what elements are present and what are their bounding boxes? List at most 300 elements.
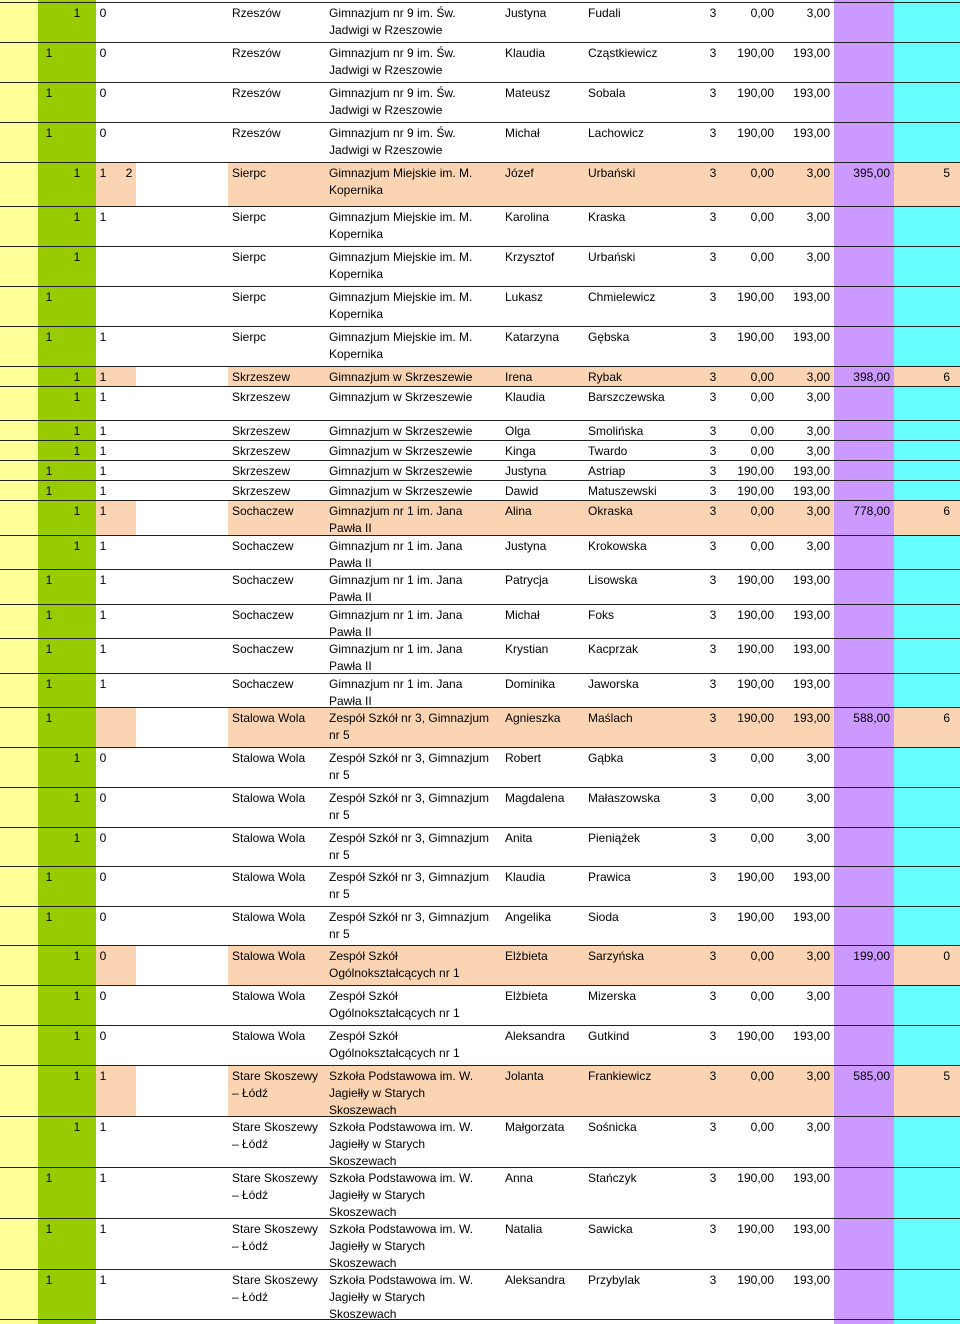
cell-city: Sochaczew — [232, 504, 294, 518]
cell-last-name: Mizerska — [588, 989, 637, 1003]
cell-points-2: 3,00 — [806, 1120, 830, 1134]
cell-first-name: Krzysztof — [505, 250, 555, 264]
cell-first-name: Irena — [505, 370, 533, 384]
cell-points-1: 0,00 — [750, 6, 774, 20]
cell-class: 3 — [709, 1120, 717, 1134]
cell-city: Skrzeszew — [232, 390, 291, 404]
table-row — [0, 945, 960, 985]
cell-school: Zespół Szkół Ogólnokształcących nr 1 — [329, 1029, 460, 1060]
cell-school: Zespół Szkół nr 3, Gimnazjum nr 5 — [329, 791, 490, 822]
table-row — [0, 638, 960, 673]
table-row — [0, 1269, 960, 1320]
cell-school: Gimnazjum nr 1 im. Jana Pawła II — [329, 608, 463, 639]
cell-city: Stalowa Wola — [232, 791, 306, 805]
cell-flag-c: 0 — [99, 751, 107, 765]
cell-last-name: Krokowska — [588, 539, 647, 553]
table-row — [0, 122, 960, 162]
cell-flag-b: 1 — [73, 989, 81, 1003]
cell-city: Stalowa Wola — [232, 870, 306, 884]
cell-last-name: Pieniążek — [588, 831, 641, 845]
cell-flag-c: 1 — [99, 1120, 107, 1134]
cell-school: Gimnazjum nr 9 im. Św. Jadwigi w Rzeszowie — [329, 86, 456, 117]
cell-school: Zespół Szkół nr 3, Gimnazjum nr 5 — [329, 831, 490, 862]
table-row — [0, 866, 960, 906]
cell-school: Gimnazjum w Skrzeszewie — [329, 424, 473, 438]
cell-points-1: 190,00 — [737, 1222, 774, 1236]
cell-city: Stalowa Wola — [232, 949, 306, 963]
cell-class: 3 — [709, 166, 717, 180]
cell-flag-b: 1 — [73, 1029, 81, 1043]
cell-school: Szkoła Podstawowa im. W. Jagiełły w Starych Skoszewach — [329, 1222, 474, 1270]
cell-points-1: 0,00 — [750, 424, 774, 438]
cell-team-total: 199,00 — [853, 949, 890, 963]
cell-city: Sierpc — [232, 210, 267, 224]
cell-flag-b: 1 — [73, 6, 81, 20]
cell-points-2: 3,00 — [806, 210, 830, 224]
cell-last-name: Sobala — [588, 86, 626, 100]
cell-school: Zespół Szkół nr 3, Gimnazjum nr 5 — [329, 870, 490, 901]
cell-first-name: Katarzyna — [505, 330, 560, 344]
cell-points-2: 3,00 — [806, 390, 830, 404]
cell-city: Sochaczew — [232, 573, 294, 587]
cell-class: 3 — [709, 989, 717, 1003]
cell-flag-c: 1 — [99, 677, 107, 691]
cell-flag-b: 1 — [73, 949, 81, 963]
cell-city: Stalowa Wola — [232, 989, 306, 1003]
cell-flag-b: 1 — [73, 390, 81, 404]
cell-city: Sierpc — [232, 250, 267, 264]
cell-first-name: Michał — [505, 608, 540, 622]
cell-city: Sochaczew — [232, 677, 294, 691]
cell-team-total: 398,00 — [853, 370, 890, 384]
cell-flag-a: 1 — [45, 910, 53, 924]
table-row — [0, 206, 960, 246]
cell-points-2: 3,00 — [806, 791, 830, 805]
cell-flag-c: 1 — [99, 608, 107, 622]
cell-points-1: 0,00 — [750, 370, 774, 384]
cell-city: Stalowa Wola — [232, 831, 306, 845]
cell-first-name: Patrycja — [505, 573, 549, 587]
cell-flag-a: 1 — [45, 46, 53, 60]
cell-flag-a: 1 — [45, 573, 53, 587]
cell-last-name: Kacprzak — [588, 642, 639, 656]
cell-first-name: Mateusz — [505, 86, 551, 100]
cell-points-1: 190,00 — [737, 1171, 774, 1185]
cell-flag-a: 1 — [45, 1273, 53, 1287]
cell-flag-a: 1 — [45, 1171, 53, 1185]
cell-class: 3 — [709, 210, 717, 224]
cell-first-name: Natalia — [505, 1222, 543, 1236]
table-row — [0, 1167, 960, 1218]
table-row — [0, 82, 960, 122]
cell-team-total: 778,00 — [853, 504, 890, 518]
cell-flag-c: 0 — [99, 949, 107, 963]
cell-points-1: 0,00 — [750, 831, 774, 845]
cell-points-1: 190,00 — [737, 870, 774, 884]
cell-flag-a: 1 — [45, 290, 53, 304]
cell-class: 3 — [709, 6, 717, 20]
cell-last-name: Gąbka — [588, 751, 624, 765]
cell-rank: 6 — [943, 711, 950, 725]
cell-first-name: Magdalena — [505, 791, 565, 805]
cell-school: Szkoła Podstawowa im. W. Jagiełły w Starych Skoszewach — [329, 1069, 474, 1117]
cell-points-2: 3,00 — [806, 751, 830, 765]
cell-class: 3 — [709, 330, 717, 344]
cell-city: Sochaczew — [232, 642, 294, 656]
cell-class: 3 — [709, 677, 717, 691]
cell-points-2: 3,00 — [806, 444, 830, 458]
cell-team-total: 395,00 — [853, 166, 890, 180]
cell-first-name: Justyna — [505, 6, 547, 20]
cell-points-1: 0,00 — [750, 210, 774, 224]
cell-class: 3 — [709, 831, 717, 845]
cell-flag-b: 1 — [73, 166, 81, 180]
cell-city: Rzeszów — [232, 6, 281, 20]
cell-school: Gimnazjum nr 9 im. Św. Jadwigi w Rzeszowie — [329, 46, 456, 77]
cell-first-name: Robert — [505, 751, 542, 765]
cell-last-name: Gębska — [588, 330, 630, 344]
cell-points-2: 193,00 — [793, 46, 830, 60]
cell-first-name: Aleksandra — [505, 1273, 566, 1287]
cell-city: Stare Skoszewy – Łódź — [232, 1273, 319, 1304]
cell-points-2: 193,00 — [793, 126, 830, 140]
cell-first-name: Józef — [505, 166, 534, 180]
row-highlight — [894, 1066, 960, 1116]
cell-first-name: Kinga — [505, 444, 536, 458]
cell-class: 3 — [709, 126, 717, 140]
cell-class: 3 — [709, 1171, 717, 1185]
cell-class: 3 — [709, 573, 717, 587]
cell-flag-c: 1 — [99, 330, 107, 344]
cell-points-1: 0,00 — [750, 949, 774, 963]
cell-last-name: Sioda — [588, 910, 619, 924]
cell-flag-c: 0 — [99, 86, 107, 100]
cell-class: 3 — [709, 46, 717, 60]
row-highlight — [96, 708, 136, 747]
cell-flag-a: 1 — [45, 608, 53, 622]
cell-flag-c: 1 — [99, 444, 107, 458]
row-highlight — [894, 163, 960, 206]
cell-class: 3 — [709, 390, 717, 404]
cell-rank: 6 — [943, 504, 950, 518]
cell-last-name: Okraska — [588, 504, 633, 518]
cell-first-name: Elżbieta — [505, 949, 548, 963]
cell-city: Stare Skoszewy – Łódź — [232, 1222, 319, 1253]
cell-rank: 5 — [943, 1069, 950, 1083]
cell-first-name: Aleksandra — [505, 1029, 566, 1043]
cell-first-name: Anna — [505, 1171, 534, 1185]
cell-school: Gimnazjum w Skrzeszewie — [329, 484, 473, 498]
cell-flag-b: 1 — [73, 791, 81, 805]
cell-last-name: Urbański — [588, 250, 636, 264]
cell-class: 3 — [709, 608, 717, 622]
cell-city: Sochaczew — [232, 539, 294, 553]
cell-city: Stare Skoszewy – Łódź — [232, 1120, 319, 1151]
cell-school: Gimnazjum w Skrzeszewie — [329, 444, 473, 458]
cell-class: 3 — [709, 484, 717, 498]
cell-flag-a: 1 — [45, 484, 53, 498]
cell-points-1: 190,00 — [737, 1273, 774, 1287]
cell-points-2: 3,00 — [806, 539, 830, 553]
cell-rank: 5 — [943, 166, 950, 180]
cell-city: Rzeszów — [232, 126, 281, 140]
cell-first-name: Olga — [505, 424, 531, 438]
table-row — [0, 286, 960, 326]
cell-last-name: Sawicka — [588, 1222, 633, 1236]
cell-points-2: 193,00 — [793, 1273, 830, 1287]
cell-city: Skrzeszew — [232, 424, 291, 438]
cell-last-name: Smolińska — [588, 424, 644, 438]
cell-flag-c: 1 — [99, 1171, 107, 1185]
cell-flag-b: 1 — [73, 831, 81, 845]
cell-points-2: 193,00 — [793, 290, 830, 304]
cell-first-name: Lukasz — [505, 290, 544, 304]
cell-school: Gimnazjum nr 1 im. Jana Pawła II — [329, 539, 463, 570]
cell-points-1: 0,00 — [750, 504, 774, 518]
cell-flag-b: 1 — [73, 444, 81, 458]
cell-last-name: Stańczyk — [588, 1171, 637, 1185]
cell-points-1: 0,00 — [750, 250, 774, 264]
cell-flag-c: 1 — [99, 166, 107, 180]
cell-points-1: 190,00 — [737, 1029, 774, 1043]
cell-last-name: Barszczewska — [588, 390, 665, 404]
cell-school: Gimnazjum Miejskie im. M. Kopernika — [329, 290, 473, 321]
cell-class: 3 — [709, 751, 717, 765]
cell-first-name: Angelika — [505, 910, 552, 924]
cell-school: Zespół Szkół nr 3, Gimnazjum nr 5 — [329, 910, 490, 941]
cell-city: Stalowa Wola — [232, 711, 306, 725]
cell-city: Sierpc — [232, 166, 267, 180]
cell-points-2: 3,00 — [806, 424, 830, 438]
table-row — [0, 985, 960, 1025]
table-row — [0, 569, 960, 604]
cell-rank: 0 — [943, 949, 950, 963]
cell-flag-b: 1 — [73, 751, 81, 765]
cell-points-2: 193,00 — [793, 910, 830, 924]
cell-school: Szkoła Podstawowa im. W. Jagiełły w Starych Skoszewach — [329, 1171, 474, 1219]
cell-first-name: Krystian — [505, 642, 549, 656]
cell-points-1: 190,00 — [737, 86, 774, 100]
cell-first-name: Justyna — [505, 539, 547, 553]
cell-points-1: 0,00 — [750, 751, 774, 765]
cell-flag-c: 1 — [99, 370, 107, 384]
cell-last-name: Prawica — [588, 870, 631, 884]
table-row — [0, 1025, 960, 1065]
cell-last-name: Gutkind — [588, 1029, 630, 1043]
row-highlight — [894, 501, 960, 535]
cell-points-1: 0,00 — [750, 390, 774, 404]
cell-points-2: 3,00 — [806, 504, 830, 518]
table-row — [0, 162, 960, 206]
cell-school: Szkoła Podstawowa im. W. Jagiełły w Starych Skoszewach — [329, 1120, 474, 1168]
cell-city: Skrzeszew — [232, 444, 291, 458]
cell-school: Zespół Szkół nr 3, Gimnazjum nr 5 — [329, 751, 490, 782]
cell-points-1: 190,00 — [737, 126, 774, 140]
cell-team-total: 588,00 — [853, 711, 890, 725]
cell-last-name: Sarzyńska — [588, 949, 645, 963]
cell-points-2: 193,00 — [793, 573, 830, 587]
cell-flag-c: 0 — [99, 1029, 107, 1043]
cell-points-1: 190,00 — [737, 573, 774, 587]
cell-city: Stare Skoszewy – Łódź — [232, 1069, 319, 1100]
cell-class: 3 — [709, 464, 717, 478]
cell-city: Stalowa Wola — [232, 1029, 306, 1043]
cell-points-2: 193,00 — [793, 642, 830, 656]
cell-class: 3 — [709, 444, 717, 458]
cell-city: Stalowa Wola — [232, 751, 306, 765]
cell-first-name: Anita — [505, 831, 533, 845]
cell-flag-b: 1 — [73, 424, 81, 438]
row-highlight — [894, 708, 960, 747]
cell-flag-d: 2 — [125, 166, 133, 180]
cell-points-2: 193,00 — [793, 1171, 830, 1185]
cell-flag-b: 1 — [73, 250, 81, 264]
cell-first-name: Karolina — [505, 210, 550, 224]
cell-last-name: Lachowicz — [588, 126, 645, 140]
cell-flag-a: 1 — [45, 870, 53, 884]
cell-city: Rzeszów — [232, 46, 281, 60]
cell-city: Stalowa Wola — [232, 910, 306, 924]
cell-school: Gimnazjum w Skrzeszewie — [329, 390, 473, 404]
cell-flag-c: 0 — [99, 6, 107, 20]
cell-points-1: 0,00 — [750, 166, 774, 180]
cell-flag-c: 1 — [99, 504, 107, 518]
cell-first-name: Justyna — [505, 464, 547, 478]
cell-points-1: 190,00 — [737, 642, 774, 656]
table-row — [0, 2, 960, 42]
cell-points-2: 193,00 — [793, 1222, 830, 1236]
table-row — [0, 366, 960, 386]
cell-flag-c: 1 — [99, 539, 107, 553]
cell-flag-c: 0 — [99, 870, 107, 884]
cell-class: 3 — [709, 642, 717, 656]
cell-flag-c: 1 — [99, 210, 107, 224]
cell-points-2: 3,00 — [806, 6, 830, 20]
cell-flag-c: 1 — [99, 484, 107, 498]
table-row — [0, 1065, 960, 1116]
cell-points-2: 3,00 — [806, 370, 830, 384]
cell-last-name: Twardo — [588, 444, 628, 458]
cell-school: Gimnazjum nr 9 im. Św. Jadwigi w Rzeszowie — [329, 126, 456, 157]
cell-last-name: Fudali — [588, 6, 621, 20]
cell-points-2: 3,00 — [806, 1069, 830, 1083]
cell-last-name: Foks — [588, 608, 615, 622]
cell-points-1: 0,00 — [750, 989, 774, 1003]
cell-flag-c: 0 — [99, 791, 107, 805]
table-row — [0, 440, 960, 460]
cell-flag-c: 1 — [99, 464, 107, 478]
table-row — [0, 420, 960, 440]
cell-school: Zespół Szkół Ogólnokształcących nr 1 — [329, 949, 460, 980]
cell-first-name: Michał — [505, 126, 540, 140]
cell-class: 3 — [709, 86, 717, 100]
cell-last-name: Małaszowska — [588, 791, 661, 805]
cell-team-total: 585,00 — [853, 1069, 890, 1083]
cell-class: 3 — [709, 1222, 717, 1236]
cell-flag-a: 1 — [45, 711, 53, 725]
cell-flag-c: 1 — [99, 573, 107, 587]
cell-class: 3 — [709, 250, 717, 264]
cell-first-name: Klaudia — [505, 870, 546, 884]
cell-first-name: Klaudia — [505, 46, 546, 60]
cell-points-1: 190,00 — [737, 608, 774, 622]
cell-last-name: Rybak — [588, 370, 623, 384]
cell-city: Rzeszów — [232, 86, 281, 100]
table-row — [0, 326, 960, 366]
cell-school: Zespół Szkół nr 3, Gimnazjum nr 5 — [329, 711, 490, 742]
cell-points-2: 3,00 — [806, 831, 830, 845]
table-row — [0, 673, 960, 707]
cell-points-2: 193,00 — [793, 608, 830, 622]
cell-school: Gimnazjum Miejskie im. M. Kopernika — [329, 166, 473, 197]
cell-flag-a: 1 — [45, 1222, 53, 1236]
cell-city: Sierpc — [232, 290, 267, 304]
cell-rank: 6 — [943, 370, 950, 384]
cell-points-2: 193,00 — [793, 711, 830, 725]
cell-flag-b: 1 — [73, 539, 81, 553]
cell-last-name: Kraska — [588, 210, 626, 224]
cell-points-1: 0,00 — [750, 539, 774, 553]
cell-flag-b: 1 — [73, 504, 81, 518]
cell-flag-c: 1 — [99, 642, 107, 656]
cell-first-name: Elżbieta — [505, 989, 548, 1003]
cell-last-name: Lisowska — [588, 573, 638, 587]
cell-class: 3 — [709, 504, 717, 518]
cell-flag-a: 1 — [45, 464, 53, 478]
table-row — [0, 747, 960, 787]
cell-points-2: 3,00 — [806, 989, 830, 1003]
cell-points-1: 0,00 — [750, 791, 774, 805]
cell-last-name: Przybylak — [588, 1273, 641, 1287]
cell-last-name: Chmielewicz — [588, 290, 656, 304]
cell-points-1: 0,00 — [750, 1069, 774, 1083]
cell-points-2: 193,00 — [793, 464, 830, 478]
table-row — [0, 1116, 960, 1167]
cell-points-1: 190,00 — [737, 910, 774, 924]
cell-flag-c: 1 — [99, 390, 107, 404]
cell-points-2: 193,00 — [793, 677, 830, 691]
row-highlight — [894, 946, 960, 985]
cell-school: Gimnazjum w Skrzeszewie — [329, 370, 473, 384]
cell-city: Sierpc — [232, 330, 267, 344]
cell-points-2: 193,00 — [793, 1029, 830, 1043]
table-row — [0, 604, 960, 638]
cell-city: Skrzeszew — [232, 484, 291, 498]
cell-class: 3 — [709, 791, 717, 805]
cell-flag-c: 0 — [99, 989, 107, 1003]
cell-last-name: Astriap — [588, 464, 626, 478]
table-row — [0, 827, 960, 866]
cell-school: Gimnazjum Miejskie im. M. Kopernika — [329, 330, 473, 361]
cell-school: Gimnazjum w Skrzeszewie — [329, 464, 473, 478]
cell-last-name: Cząstkiewicz — [588, 46, 658, 60]
cell-school: Gimnazjum Miejskie im. M. Kopernika — [329, 210, 473, 241]
cell-school: Zespół Szkół Ogólnokształcących nr 1 — [329, 989, 460, 1020]
cell-school: Szkoła Podstawowa im. W. Jagiełły w Starych Skoszewach — [329, 1273, 474, 1321]
table-row — [0, 246, 960, 286]
cell-class: 3 — [709, 424, 717, 438]
cell-flag-b: 1 — [73, 370, 81, 384]
cell-points-1: 190,00 — [737, 464, 774, 478]
cell-points-2: 193,00 — [793, 86, 830, 100]
cell-first-name: Dominika — [505, 677, 556, 691]
cell-flag-a: 1 — [45, 86, 53, 100]
cell-flag-b: 1 — [73, 210, 81, 224]
table-row — [0, 787, 960, 827]
cell-city: Stare Skoszewy – Łódź — [232, 1171, 319, 1202]
cell-city: Skrzeszew — [232, 464, 291, 478]
table-row — [0, 386, 960, 420]
